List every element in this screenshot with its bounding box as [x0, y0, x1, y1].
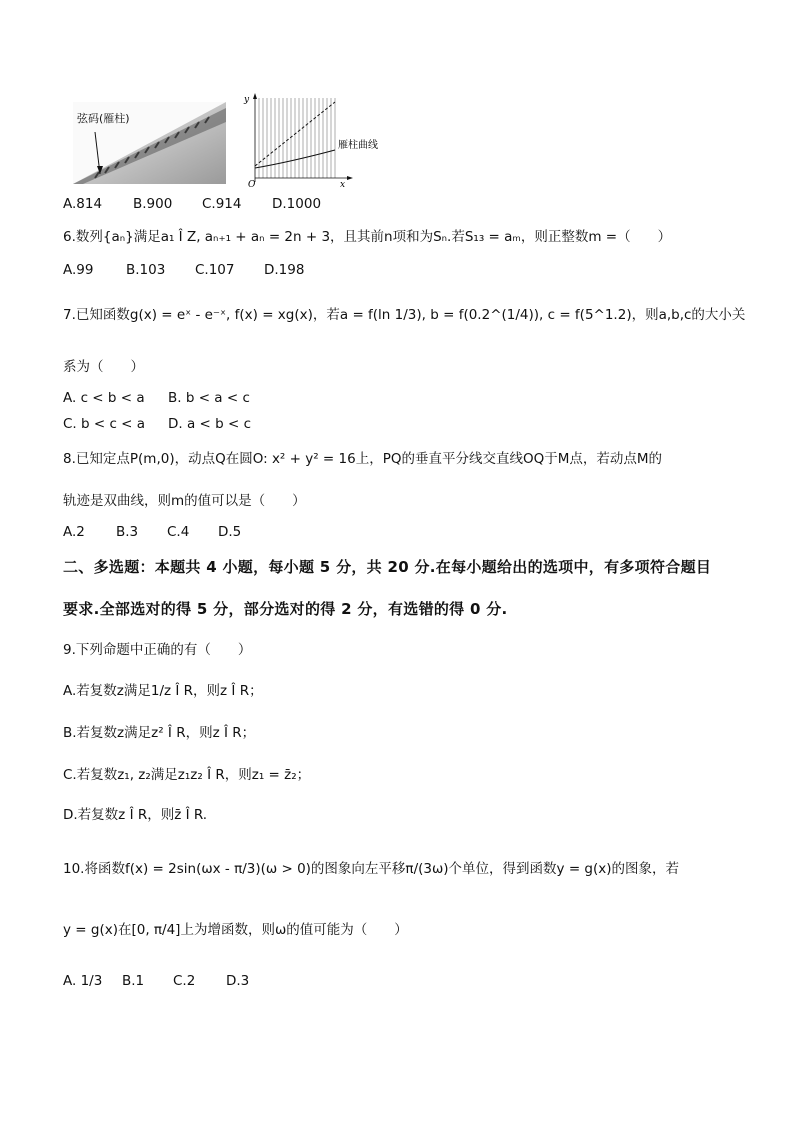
- graph-x-label: x: [340, 180, 346, 190]
- q9-option-a: A.若复数z满足1/z Î R，则z Î R；: [63, 683, 263, 699]
- string-graph: [240, 90, 390, 190]
- q7-option-b: B. b < a < c: [168, 390, 250, 406]
- q10-option-b: B.1: [122, 973, 145, 989]
- q6-option-a: A.99: [63, 262, 94, 278]
- q10-option-d: D.3: [226, 973, 250, 989]
- q7-option-c: C. b < c < a: [63, 416, 146, 432]
- q7-option-a: A. c < b < a: [63, 390, 145, 406]
- q10-stem-cont: y = g(x)在[0, π/4]上为增函数，则ω的值可能为（ ）: [63, 922, 408, 938]
- photo-label: 弦码(雁柱): [77, 112, 130, 125]
- q8-option-a: A.2: [63, 524, 85, 540]
- q5-option-d: D.1000: [272, 196, 322, 212]
- graph-origin-label: O: [248, 180, 256, 190]
- graph-curve-label: 雁柱曲线: [338, 140, 378, 151]
- graph-y-label: y: [244, 95, 250, 105]
- q6-option-b: B.103: [126, 262, 166, 278]
- q6-stem: 6.数列{aₙ}满足a₁ Î Z, aₙ₊₁ + aₙ = 2n + 3，且其前n项和为Sₙ.若S₁₃ = aₘ，则正整数m =（ ）: [63, 229, 672, 245]
- q5-option-a: A.814: [63, 196, 103, 212]
- q7-option-d: D. a < b < c: [168, 416, 252, 432]
- q8-option-c: C.4: [167, 524, 190, 540]
- q7-stem-cont: 系为（ ）: [63, 359, 144, 375]
- q10-option-a: A. 1/3: [63, 973, 103, 989]
- q8-stem-cont: 轨迹是双曲线，则m的值可以是（ ）: [63, 493, 306, 509]
- q9-stem: 9.下列命题中正确的有（ ）: [63, 642, 252, 658]
- q10-stem: 10.将函数f(x) = 2sin(ωx - π/3)(ω > 0)的图象向左平移π/(3ω)个单位，得到函数y = g(x)的图象，若: [63, 861, 680, 877]
- q8-option-d: D.5: [218, 524, 242, 540]
- q9-option-b: B.若复数z满足z² Î R，则z Î R；: [63, 725, 256, 741]
- q7-stem: 7.已知函数g(x) = eˣ - e⁻ˣ, f(x) = xg(x)，若a = f(ln 1/3), b = f(0.2^(1/4)), c = f(5^1.2)，则a,b,c的大小关: [63, 307, 746, 323]
- q8-stem: 8.已知定点P(m,0)，动点Q在圆O: x² + y² = 16上，PQ的垂直平分线交直线OQ于M点，若动点M的: [63, 451, 663, 467]
- q8-option-b: B.3: [116, 524, 139, 540]
- q9-option-d: D.若复数z Î R，则z̄ Î R.: [63, 807, 208, 823]
- section2-heading-line2: 要求.全部选对的得 5 分，部分选对的得 2 分，有选错的得 0 分.: [63, 600, 508, 618]
- q9-option-c: C.若复数z₁, z₂满足z₁z₂ Î R，则z₁ = z̄₂；: [63, 767, 311, 783]
- q5-option-c: C.914: [202, 196, 242, 212]
- q6-option-d: D.198: [264, 262, 305, 278]
- q10-option-c: C.2: [173, 973, 196, 989]
- q5-option-b: B.900: [133, 196, 173, 212]
- section2-heading-line1: 二、多选题：本题共 4 小题，每小题 5 分，共 20 分.在每小题给出的选项中，有多项符合题目: [63, 558, 712, 576]
- zither-photo: [73, 102, 226, 184]
- q6-option-c: C.107: [195, 262, 235, 278]
